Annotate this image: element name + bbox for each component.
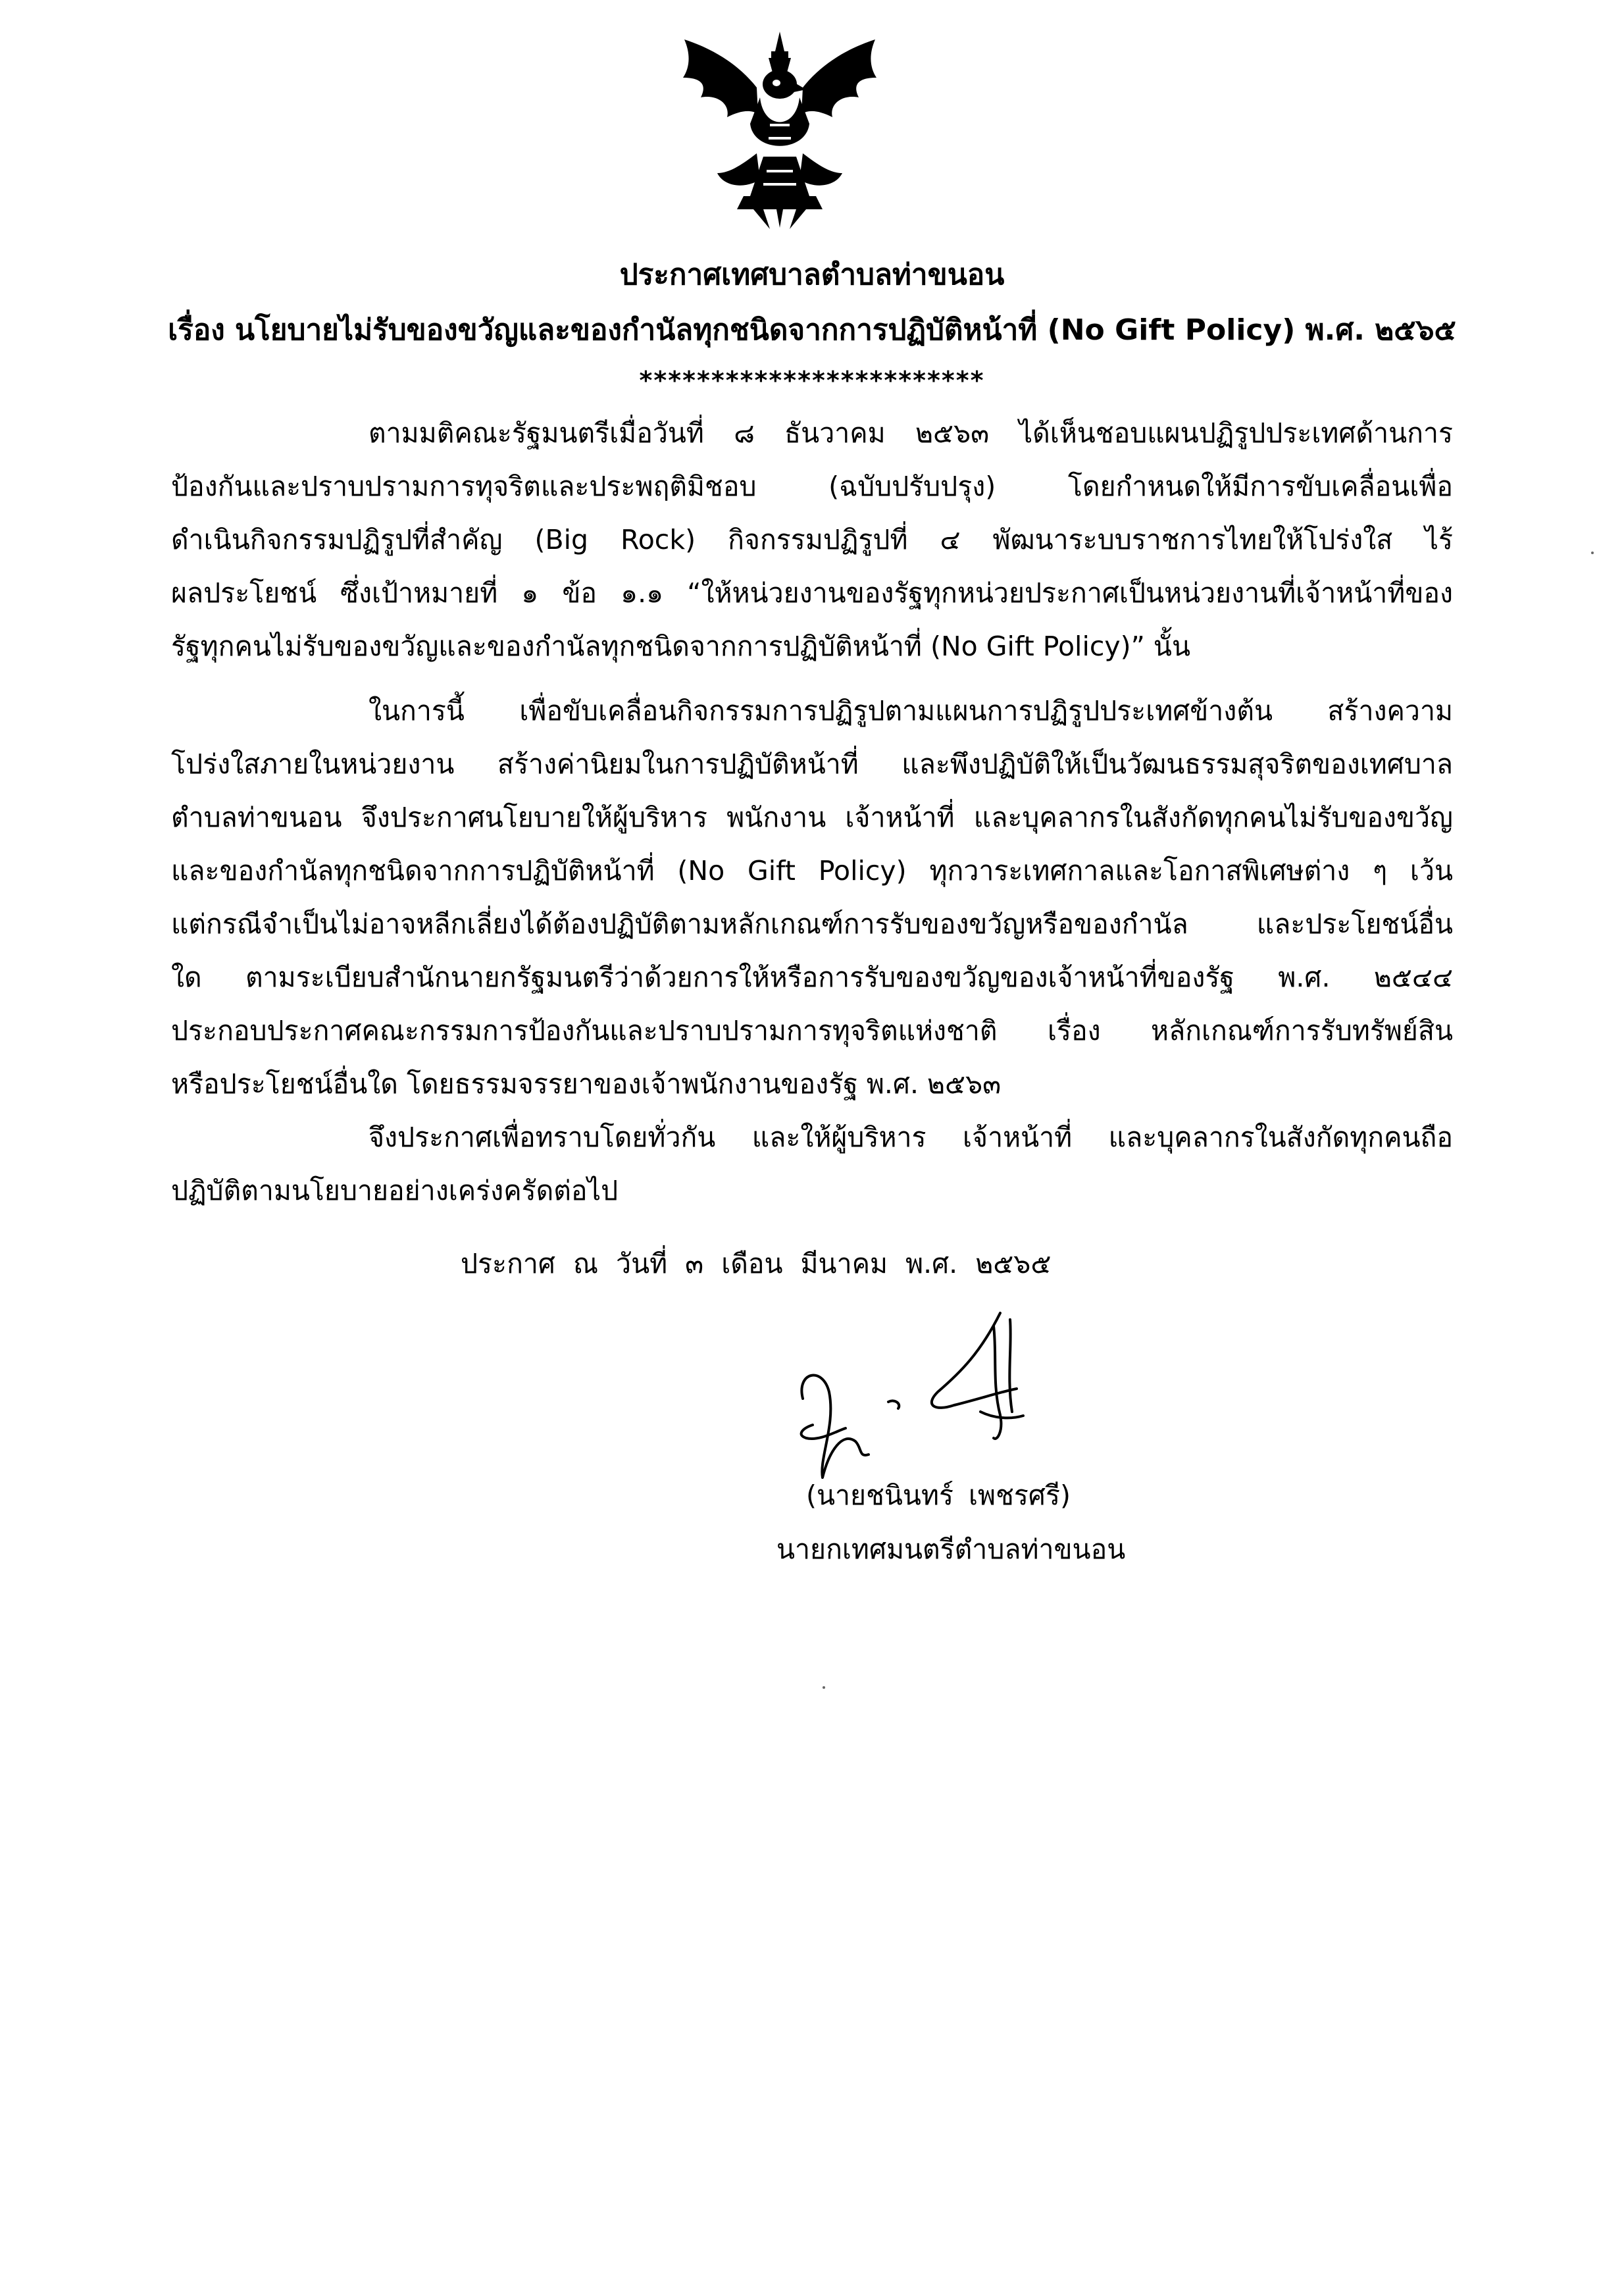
paragraph-line: แต่กรณีจำเป็นไม่อาจหลีกเลี่ยงได้ต้องปฏิบัติตามหลักเกณฑ์การรับของขวัญหรือของกำนัล และประโยชน์อื่น xyxy=(171,908,1453,940)
signer-name: (นายชนินทร์ เพชรศรี) xyxy=(806,1480,1071,1511)
announcement-subject: เรื่อง นโยบายไม่รับของขวัญและของกำนัลทุกชนิดจากการปฏิบัติหน้าที่ (No Gift Policy) พ.ศ. ๒๕๖๕ xyxy=(168,313,1456,347)
announcement-date: ประกาศ ณ วันที่ ๓ เดือน มีนาคม พ.ศ. ๒๕๖๕ xyxy=(461,1248,1052,1279)
paragraph-policy-statement xyxy=(171,684,1453,1111)
announcement-authority: ประกาศเทศบาลตำบลท่าขนอน xyxy=(619,258,1005,292)
paragraph-line: ป้องกันและปราบปรามการทุจริตและประพฤติมิชอบ (ฉบับปรับปรุง) โดยกำหนดให้มีการขับเคลื่อนเพื่อ xyxy=(171,471,1453,502)
paragraph-line: ตามมติคณะรัฐมนตรีเมื่อวันที่ ๘ ธันวาคม ๒๕๖๓ ได้เห็นชอบแผนปฏิรูปประเทศด้านการ xyxy=(368,417,1453,449)
garuda-emblem-icon xyxy=(671,32,888,229)
paragraph-line: ปฏิบัติตามนโยบายอย่างเคร่งครัดต่อไป xyxy=(171,1175,619,1206)
handwritten-signature xyxy=(783,1300,1059,1484)
paragraph-line: หรือประโยชน์อื่นใด โดยธรรมจรรยาของเจ้าพนักงานของรัฐ พ.ศ. ๒๕๖๓ xyxy=(171,1068,1002,1100)
paragraph-line: จึงประกาศเพื่อทราบโดยทั่วกัน และให้ผู้บริหาร เจ้าหน้าที่ และบุคลากรในสังกัดทุกคนถือ xyxy=(368,1121,1453,1153)
paragraph-line: ดำเนินกิจกรรมปฏิรูปที่สำคัญ (Big Rock) กิจกรรมปฏิรูปที่ ๔ พัฒนาระบบราชการไทยให้โปร่งใส ไร้ xyxy=(171,524,1453,555)
scan-speck xyxy=(823,1686,825,1689)
scan-speck xyxy=(1591,552,1594,554)
paragraph-closing xyxy=(171,1111,1453,1218)
separator-asterisks: ************************ xyxy=(639,366,985,395)
paragraph-cabinet-resolution xyxy=(171,407,1453,673)
paragraph-line: ใด ตามระเบียบสำนักนายกรัฐมนตรีว่าด้วยการให้หรือการรับของขวัญของเจ้าหน้าที่ของรัฐ พ.ศ. ๒๕๔๔ xyxy=(171,962,1453,993)
paragraph-line: และของกำนัลทุกชนิดจากการปฏิบัติหน้าที่ (No Gift Policy) ทุกวาระเทศกาลและโอกาสพิเศษต่าง ๆ เว้น xyxy=(171,855,1453,887)
paragraph-line: โปร่งใสภายในหน่วยงาน สร้างค่านิยมในการปฏิบัติหน้าที่ และพึงปฏิบัติให้เป็นวัฒนธรรมสุจริตของเทศบาล xyxy=(171,748,1453,780)
signer-title: นายกเทศมนตรีตำบลท่าขนอน xyxy=(776,1533,1126,1565)
paragraph-line: ตำบลท่าขนอน จึงประกาศนโยบายให้ผู้บริหาร พนักงาน เจ้าหน้าที่ และบุคลากรในสังกัดทุกคนไม่รับของขวัญ xyxy=(171,802,1453,833)
paragraph-line: ในการนี้ เพื่อขับเคลื่อนกิจกรรมการปฏิรูปตามแผนการปฏิรูปประเทศข้างต้น สร้างความ xyxy=(368,695,1453,727)
paragraph-line: ผลประโยชน์ ซึ่งเป้าหมายที่ ๑ ข้อ ๑.๑ “ให้หน่วยงานของรัฐทุกหน่วยประกาศเป็นหน่วยงานที่เจ้าหน้าที่ของ xyxy=(171,577,1453,609)
paragraph-line: รัฐทุกคนไม่รับของขวัญและของกำนัลทุกชนิดจากการปฏิบัติหน้าที่ (No Gift Policy)” นั้น xyxy=(171,631,1190,662)
paragraph-line: ประกอบประกาศคณะกรรมการป้องกันและปราบปรามการทุจริตแห่งชาติ เรื่อง หลักเกณฑ์การรับทรัพย์สิน xyxy=(171,1015,1453,1046)
